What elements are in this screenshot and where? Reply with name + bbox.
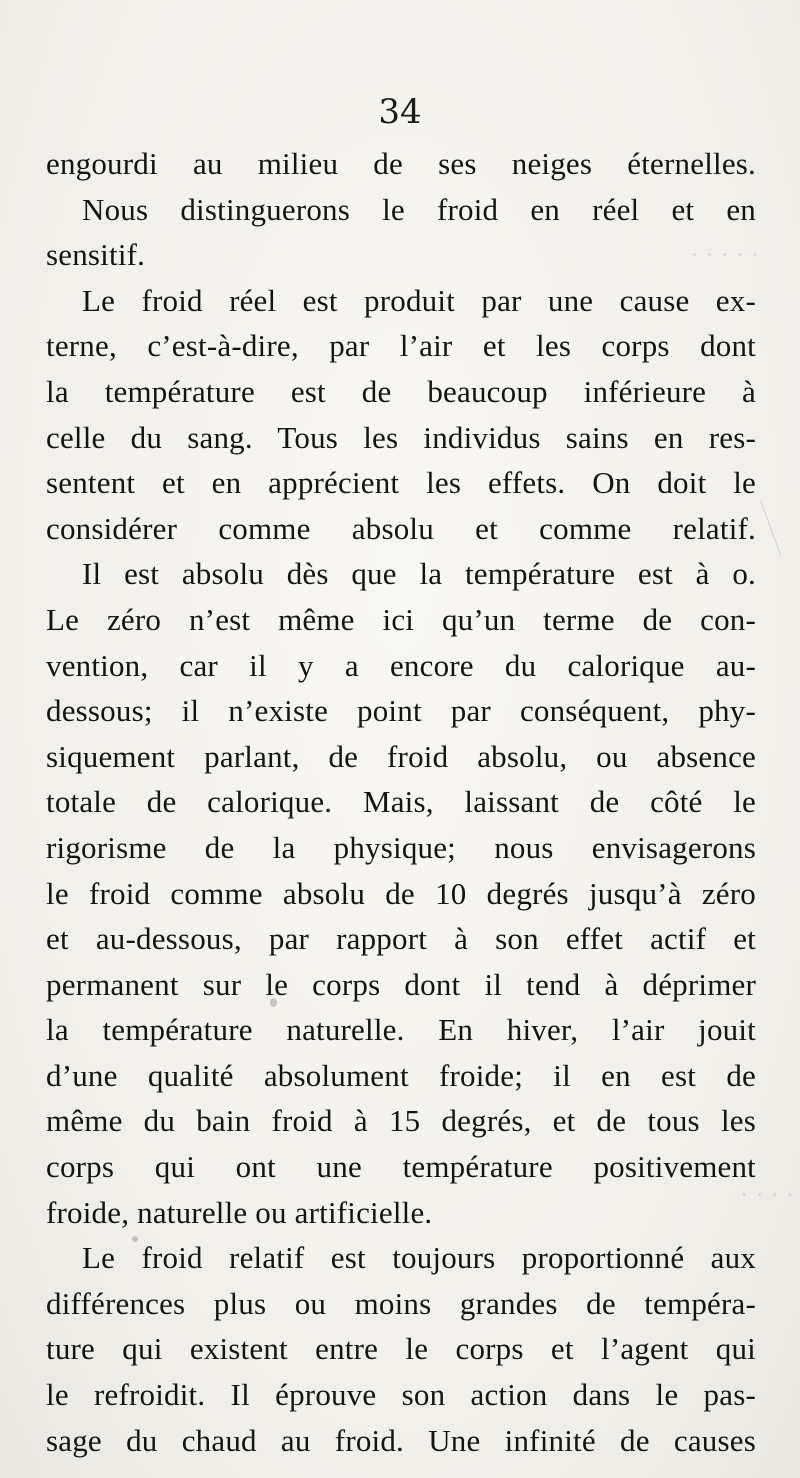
text-line: Il est absolu dès que la température est à o.: [82, 556, 756, 592]
text-line: Le froid relatif est toujours proportionné aux: [82, 1240, 756, 1276]
text-line: le froid comme absolu de 10 degrés jusqu’à zéro: [46, 875, 756, 911]
text-line: ture qui existent entre le corps et l’agent qui: [46, 1331, 756, 1367]
text-line: la température est de beaucoup inférieure à: [46, 373, 756, 409]
text-line: Le zéro n’est même ici qu’un terme de con-: [46, 601, 756, 637]
text-line: permanent sur le corps dont il tend à déprimer: [46, 966, 756, 1002]
text-line: Le froid réel est produit par une cause ex-: [82, 282, 756, 318]
text-line: vention, car il y a encore du calorique au-: [46, 647, 756, 683]
text-line: totale de calorique. Mais, laissant de côté le: [46, 784, 756, 820]
text-line: rigorisme de la physique; nous envisagerons: [46, 829, 756, 865]
text-line: le refroidit. Il éprouve son action dans le pas-: [46, 1377, 756, 1413]
text-line: même du bain froid à 15 degrés, et de tous les: [46, 1103, 756, 1139]
page-number: 34: [378, 92, 422, 132]
text-line: et au-dessous, par rapport à son effet actif et: [46, 921, 756, 957]
text-line: froide, naturelle ou artificielle.: [46, 1194, 433, 1230]
text-line: dessous; il n’existe point par conséquent, phy-: [46, 693, 756, 729]
text-line: Nous distinguerons le froid en réel et en: [82, 191, 756, 227]
text-line: sage du chaud au froid. Une infinité de causes: [46, 1422, 756, 1458]
text-line: siquement parlant, de froid absolu, ou absence: [46, 738, 756, 774]
bleed-through-mark: · · · ·: [740, 1180, 795, 1209]
text-line: terne, c’est-à-dire, par l’air et les corps dont: [46, 328, 756, 364]
bleed-through-mark: · · · · ·: [690, 240, 760, 269]
text-line: engourdi au milieu de ses neiges éternelles.: [46, 146, 756, 181]
text-line: d’une qualité absolument froide; il en est de: [46, 1057, 756, 1093]
paper-crease: [760, 500, 781, 557]
text-line: sensitif.: [46, 237, 146, 273]
text-line: considérer comme absolu et comme relatif.: [46, 510, 756, 546]
text-line: corps qui ont une température positivement: [46, 1149, 756, 1185]
text-line: différences plus ou moins grandes de tempéra-: [46, 1285, 756, 1321]
body-text: [46, 141, 756, 1463]
text-line: sentent et en apprécient les effets. On doit le: [46, 465, 756, 501]
text-line: la température naturelle. En hiver, l’air jouit: [46, 1012, 756, 1048]
text-line: celle du sang. Tous les individus sains en res-: [46, 419, 756, 455]
